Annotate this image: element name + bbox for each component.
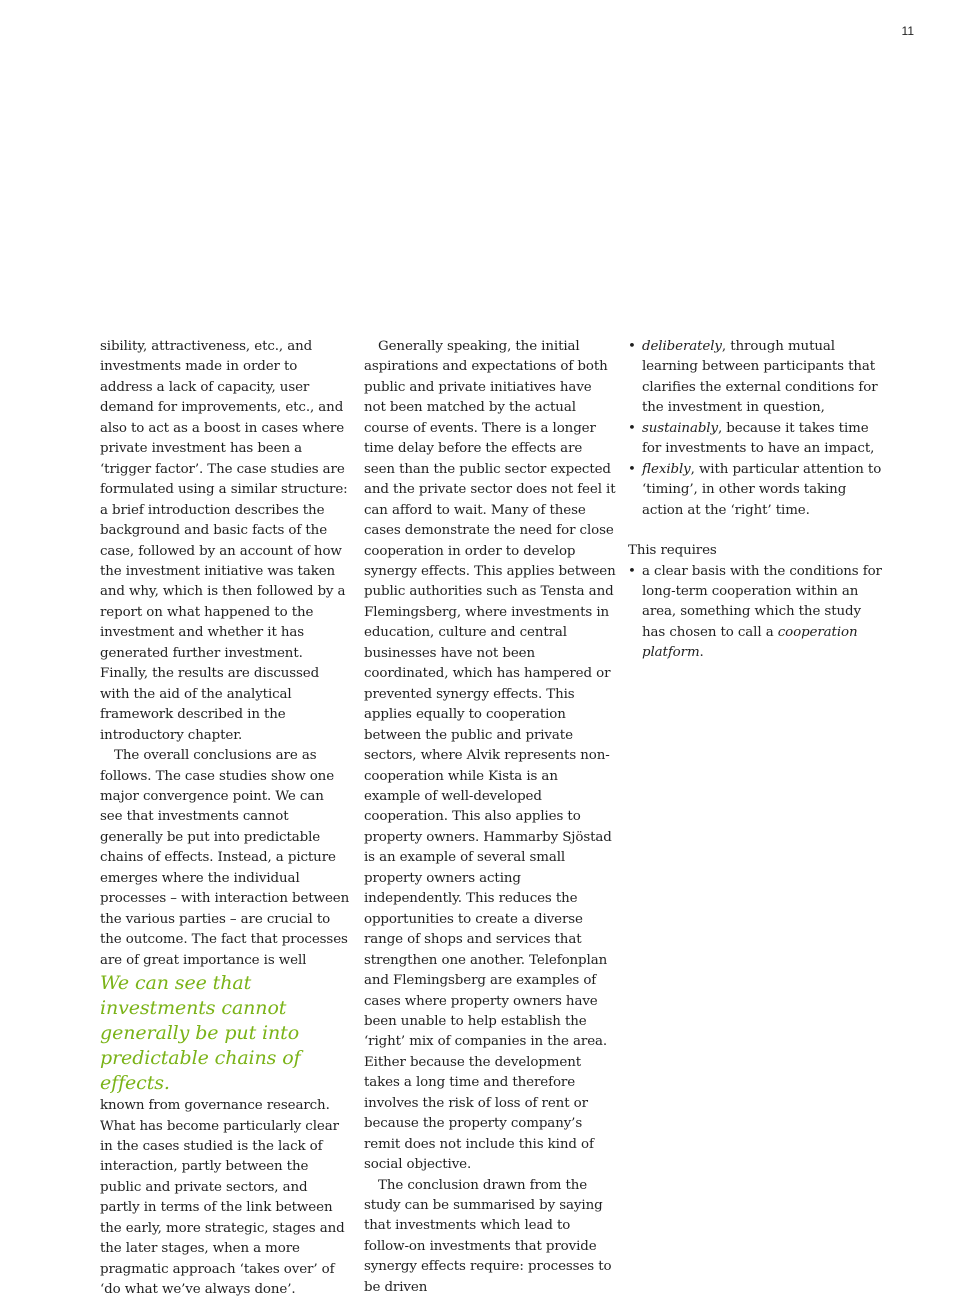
pull-quote: We can see that investments cannot generally be put into predictable chains of effects.	[100, 972, 301, 1095]
bullet-item	[628, 460, 886, 521]
bullet-suffix: .	[699, 645, 704, 661]
bullet-term: flexibly	[642, 461, 691, 477]
bullet-term: sustainably	[642, 420, 718, 436]
bullet-text: , with particular attention to ‘timing’, in other words taking action at the ‘right’ time.	[642, 461, 882, 518]
requires-heading: This requires	[628, 543, 717, 559]
bullet-text: , through mutual learning between participants that clarifies the external conditions for the investment in question,	[642, 339, 878, 416]
bullet-text: a clear basis with the conditions for long-term cooperation within an area, something which the study has chosen to call a	[642, 563, 882, 640]
column1-paragraph-2: The overall conclusions are as follows. The case studies show one major convergence point. We can see that investments cannot generally be put into predictable chains of effects. Instead, a picture emerges where the individual processes – with interaction between the various parties – are crucial to the outcome. The fact that processes are of great importance is well	[100, 748, 350, 968]
text-column-2	[364, 337, 616, 1298]
text-column-1	[100, 337, 350, 1301]
bullet-term: cooperation platform	[642, 624, 858, 661]
page-number: 11	[901, 24, 914, 38]
process-bullet-list	[628, 337, 886, 521]
bullet-item	[628, 419, 886, 460]
bullet-text: , because it takes time for investments to have an impact,	[642, 420, 875, 457]
column2-paragraph-2: The conclusion drawn from the study can be summarised by saying that investments which lead to follow-on investments that provide synergy effects require: processes to be driven	[364, 1177, 612, 1295]
bullet-term: deliberately	[642, 339, 722, 354]
bullet-item	[628, 562, 886, 664]
column1-paragraph-3: known from governance research. What has become particularly clear in the cases studied is the lack of interaction, partly between the public and private sectors, and partly in terms of the link between the early, more strategic, stages and the later stages, when a more pragmatic approach ‘takes over’ of ‘do what we’ve always done’.	[100, 1098, 345, 1298]
column2-paragraph-1: Generally speaking, the initial aspirations and expectations of both public and private initiatives have not been matched by the actual course of events. There is a longer time delay before the effects are seen than the public sector expected and the private sector does not feel it can afford to wait. Many of these cases demonstrate the need for close cooperation in order to develop synergy effects. This applies between public authorities such as Tensta and Flemingsberg, where investments in education, culture and central businesses have not been coordinated, which has hampered or prevented synergy effects. This applies equally to cooperation between the public and private sectors, where Alvik represents non-cooperation while Kista is an example of well-developed cooperation. This also applies to property owners. Hammarby Sjöstad is an example of several small property owners acting independently. This reduces the opportunities to create a diverse range of shops and services that strengthen one another. Telefonplan and Flemingsberg are examples of cases where property owners have been unable to help establish the ‘right’ mix of companies in the area. Either because the development takes a long time and therefore involves the risk of loss of rent or because the property company’s remit does not include this kind of social objective.	[364, 339, 616, 1173]
text-column-3	[628, 337, 886, 664]
bullet-item	[628, 337, 886, 419]
column1-paragraph-1: sibility, attractiveness, etc., and investments made in order to address a lack of capacity, user demand for improvements, etc., and also to act as a boost in cases where private investment has been a ‘trigger factor’. The case studies are formulated using a similar structure: a brief introduction describes the background and basic facts of the case, followed by an account of how the investment initiative was taken and why, which is then followed by a report on what happened to the investment and whether it has generated further investment. Finally, the results are discussed with the aid of the analytical framework described in the introductory chapter.	[100, 339, 348, 743]
requirements-bullet-list	[628, 562, 886, 664]
